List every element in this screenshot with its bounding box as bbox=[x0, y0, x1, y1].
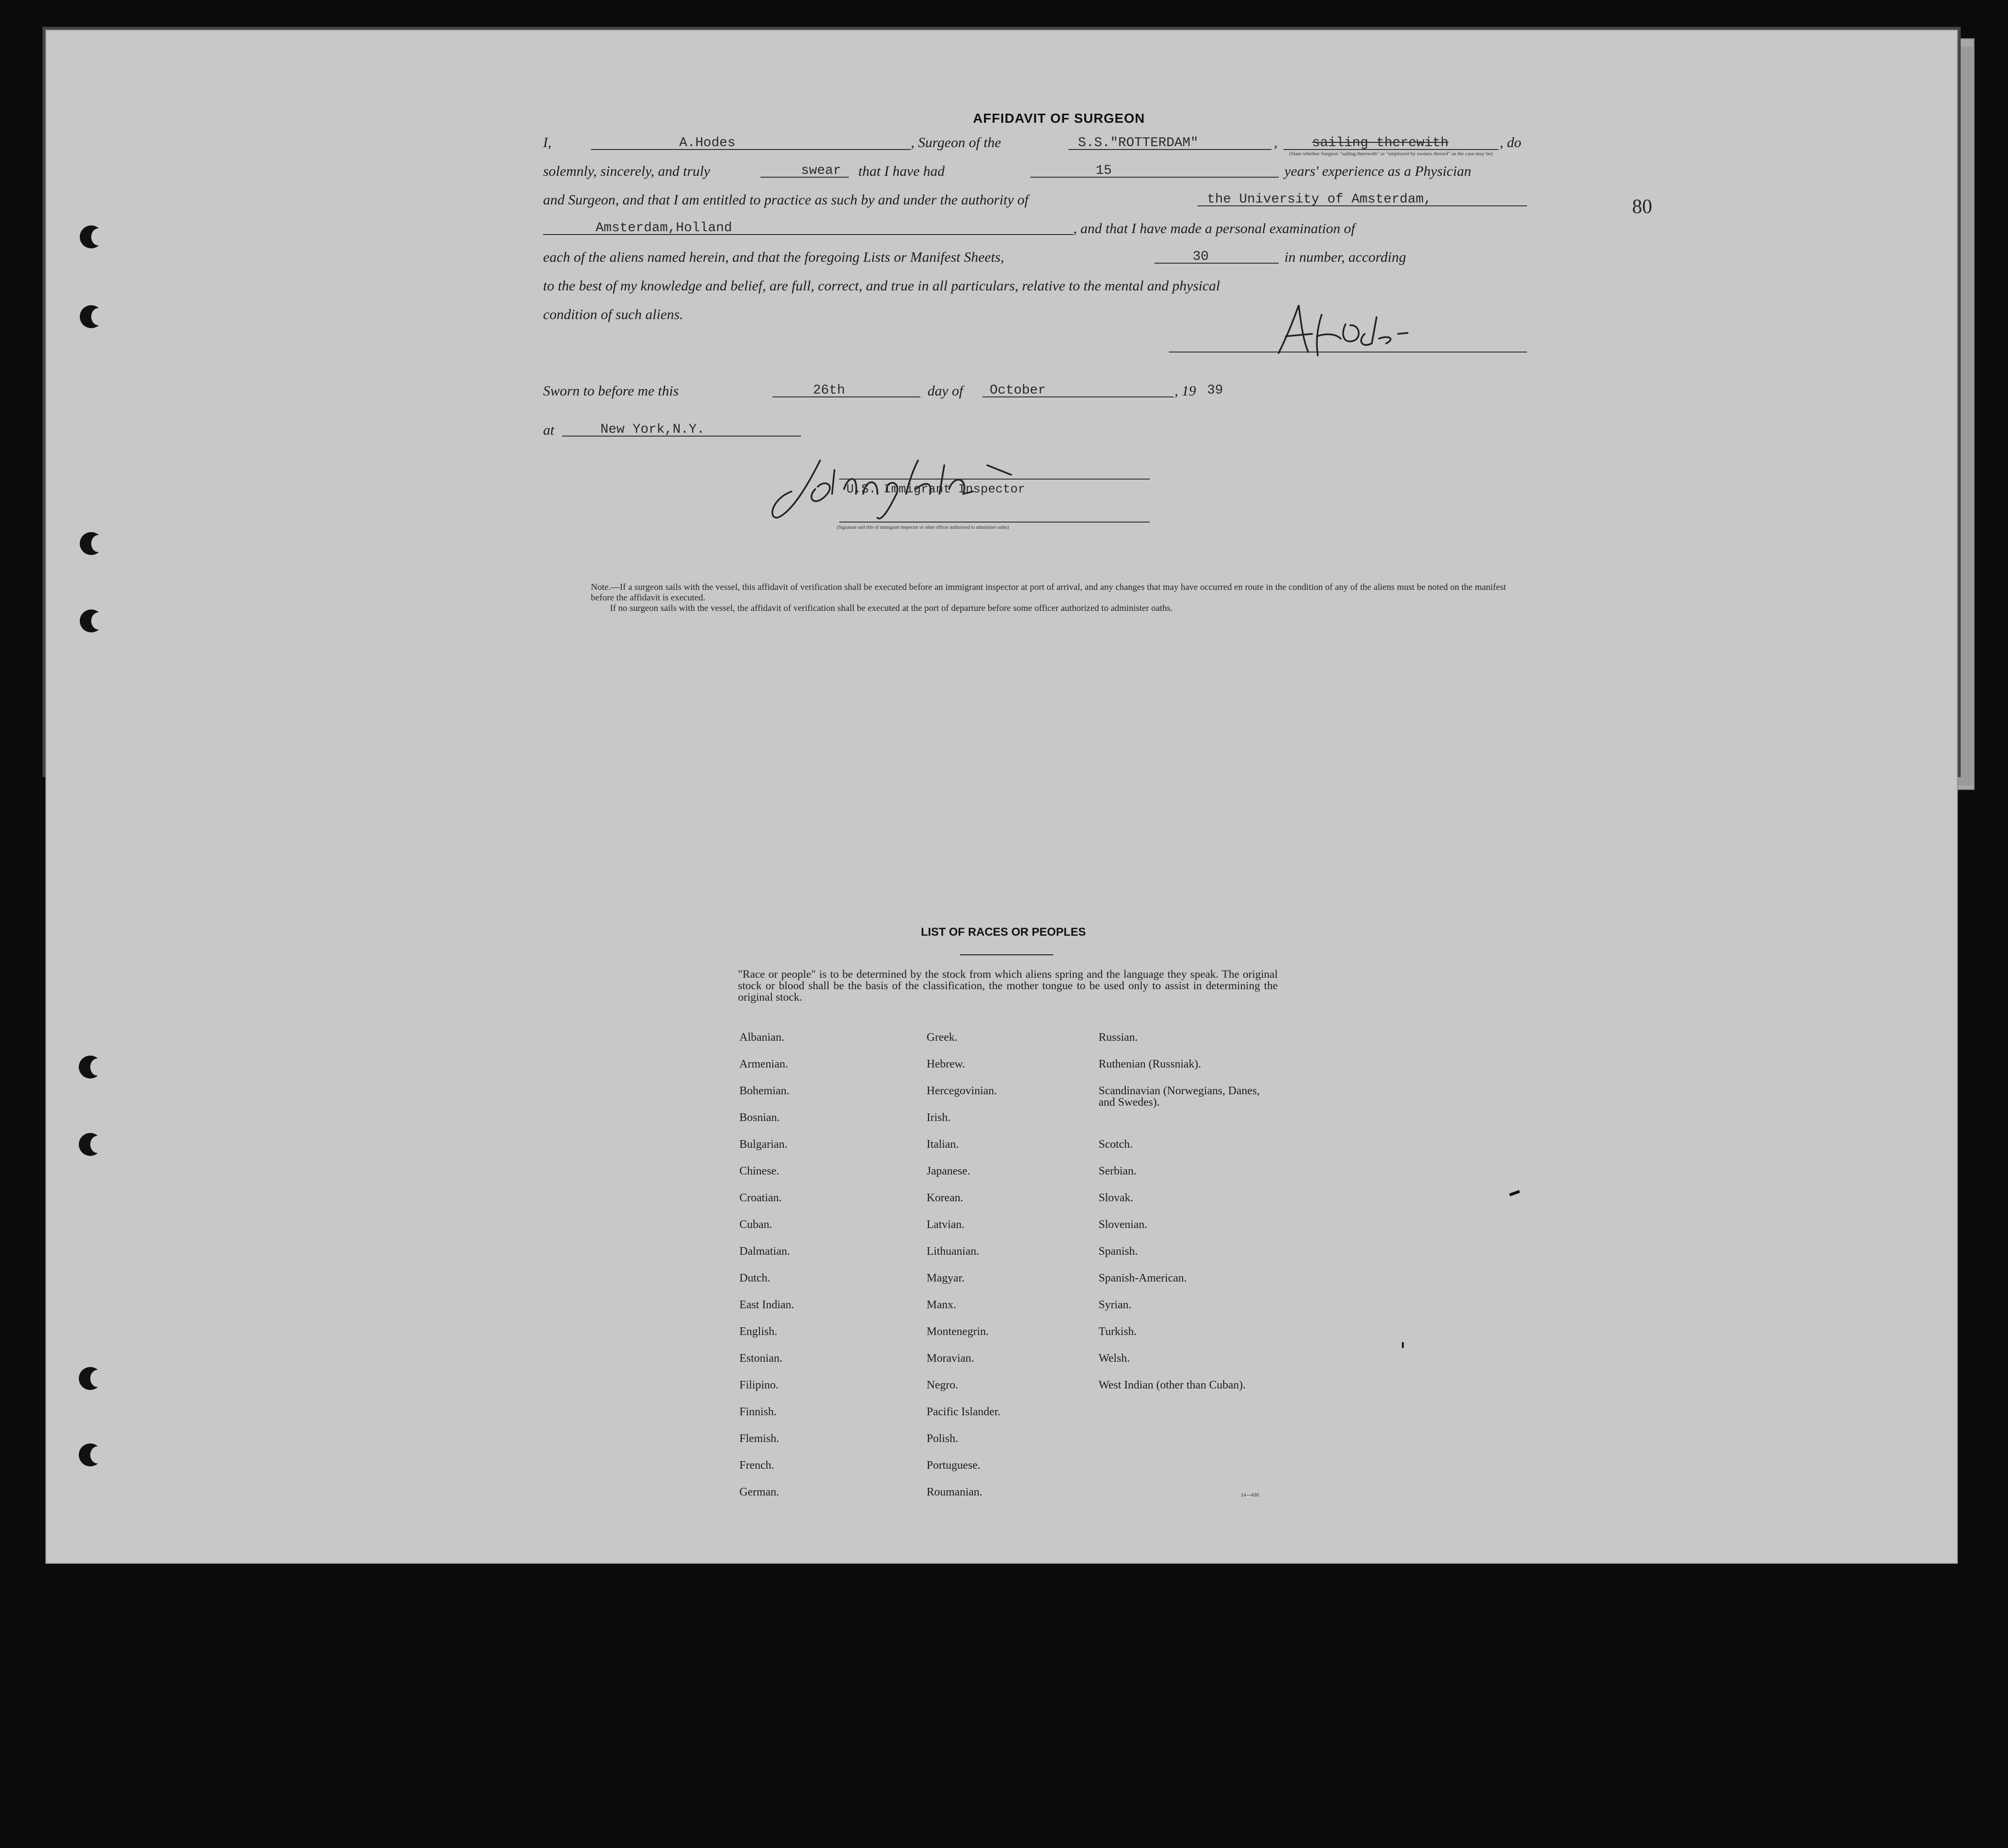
list-spacer bbox=[1099, 1460, 1271, 1486]
race-item: Latvian. bbox=[927, 1218, 965, 1231]
race-item: Lithuanian. bbox=[927, 1245, 979, 1258]
race-item: Roumanian. bbox=[927, 1486, 983, 1498]
affidavit-text: , do bbox=[1500, 135, 1521, 150]
race-item: Korean. bbox=[927, 1192, 963, 1204]
affidavit-text: , and that I have made a personal examination of bbox=[1073, 221, 1355, 236]
race-item: Magyar. bbox=[927, 1272, 965, 1284]
race-item: Estonian. bbox=[739, 1352, 782, 1365]
punch-hole bbox=[79, 1056, 102, 1079]
affidavit-text: solemnly, sincerely, and truly bbox=[543, 163, 710, 179]
punch-hole bbox=[80, 225, 103, 248]
document-page bbox=[45, 30, 1958, 774]
signature-line bbox=[839, 522, 1150, 523]
affidavit-text: condition of such aliens. bbox=[543, 307, 684, 322]
sailing-note: (State whether Surgeon "sailing therewith" or "employed by owners thereof" as the case may be) bbox=[1289, 151, 1493, 157]
race-item: Flemish. bbox=[739, 1432, 780, 1445]
race-item: Manx. bbox=[927, 1299, 956, 1311]
punch-hole bbox=[80, 305, 103, 328]
underline bbox=[1154, 263, 1279, 264]
signature-caption: (Signature and title of immigrant inspector or other officer authorized to administer oaths) bbox=[837, 525, 1009, 530]
affidavit-text: in number, according bbox=[1284, 249, 1406, 265]
race-item: Dalmatian. bbox=[739, 1245, 790, 1258]
punch-hole bbox=[80, 609, 103, 632]
race-item: Negro. bbox=[927, 1379, 958, 1391]
race-item: Polish. bbox=[927, 1432, 959, 1445]
race-item: Slovak. bbox=[1099, 1192, 1133, 1204]
race-item: Russian. bbox=[1099, 1031, 1138, 1044]
race-item: English. bbox=[739, 1325, 778, 1338]
affidavit-text: , bbox=[1274, 135, 1278, 150]
race-item: Moravian. bbox=[927, 1352, 974, 1365]
inspector-title: U.S. Immigrant Inspector bbox=[846, 482, 1025, 496]
race-item: Turkish. bbox=[1099, 1325, 1137, 1338]
note-paragraph: Note.—If a surgeon sails with the vessel, this affidavit of verification shall be executed before an immigrant inspector at port of arrival, and any changes that may have occurred en route in the condition of any of the aliens must be noted on the manifest before the affidavit is executed. bbox=[591, 582, 1506, 603]
races-column-3 bbox=[1099, 1032, 1271, 1513]
oath-word: swear bbox=[801, 163, 842, 178]
manifest-sheets-count: 30 bbox=[1193, 249, 1209, 264]
authority: the University of Amsterdam, bbox=[1207, 192, 1432, 207]
race-item: Filipino. bbox=[739, 1379, 779, 1391]
affidavit-title: AFFIDAVIT OF SURGEON bbox=[973, 111, 1145, 126]
document-page-lower bbox=[45, 772, 1958, 1564]
race-item: Cuban. bbox=[739, 1218, 772, 1231]
underline bbox=[839, 479, 1150, 480]
sworn-place: New York,N.Y. bbox=[600, 422, 705, 437]
races-title: LIST OF RACES OR PEOPLES bbox=[921, 926, 1086, 939]
races-column-1 bbox=[739, 1032, 794, 1513]
races-column-2 bbox=[927, 1032, 1001, 1513]
affidavit-text: I, bbox=[543, 135, 552, 150]
punch-hole bbox=[79, 1367, 102, 1390]
list-spacer bbox=[1099, 1433, 1271, 1460]
form-number: 14—430 bbox=[1241, 1493, 1259, 1498]
surgeon-name: A.Hodes bbox=[679, 136, 736, 150]
ink-speck bbox=[1402, 1342, 1404, 1348]
race-item: Bohemian. bbox=[739, 1085, 790, 1097]
race-item: Japanese. bbox=[927, 1165, 971, 1177]
affidavit-note bbox=[591, 582, 1527, 614]
race-item: West Indian (other than Cuban). bbox=[1099, 1379, 1246, 1391]
race-item: Scotch. bbox=[1099, 1138, 1133, 1151]
race-item: Welsh. bbox=[1099, 1352, 1130, 1365]
race-item: East Indian. bbox=[739, 1299, 794, 1311]
sworn-year: 39 bbox=[1207, 383, 1223, 398]
affidavit-text: each of the aliens named herein, and that the foregoing Lists or Manifest Sheets, bbox=[543, 249, 1004, 265]
list-spacer bbox=[1099, 1112, 1271, 1139]
race-item: Dutch. bbox=[739, 1272, 770, 1284]
underline bbox=[772, 396, 920, 397]
authority-continued: Amsterdam,Holland bbox=[596, 221, 732, 235]
sailing-status: sailing therewith bbox=[1312, 136, 1449, 150]
affidavit-text: , Surgeon of the bbox=[911, 135, 1001, 150]
race-item: Spanish. bbox=[1099, 1245, 1138, 1258]
race-item: Greek. bbox=[927, 1031, 958, 1044]
race-item: Spanish-American. bbox=[1099, 1272, 1187, 1284]
race-item: Croatian. bbox=[739, 1192, 782, 1204]
race-item: Syrian. bbox=[1099, 1299, 1132, 1311]
affidavit-text: and Surgeon, and that I am entitled to practice as such by and under the authority of bbox=[543, 192, 1029, 208]
sworn-month: October bbox=[990, 383, 1046, 398]
race-item: Montenegrin. bbox=[927, 1325, 989, 1338]
race-item: Bosnian. bbox=[739, 1111, 780, 1124]
race-item: Finnish. bbox=[739, 1406, 777, 1418]
affidavit-text: to the best of my knowledge and belief, are full, correct, and true in all particulars, relative to the mental and physical bbox=[543, 278, 1220, 294]
punch-hole bbox=[79, 1443, 102, 1466]
race-item: Chinese. bbox=[739, 1165, 780, 1177]
race-item: Scandinavian (Norwegians, Danes, and Swedes). bbox=[1099, 1085, 1260, 1109]
list-spacer bbox=[1099, 1486, 1271, 1513]
sworn-text: day of bbox=[928, 383, 963, 399]
race-item: Serbian. bbox=[1099, 1165, 1137, 1177]
race-item: Portuguese. bbox=[927, 1459, 981, 1472]
race-item: French. bbox=[739, 1459, 774, 1472]
race-item: Ruthenian (Russniak). bbox=[1099, 1058, 1201, 1070]
race-item: Italian. bbox=[927, 1138, 959, 1151]
years-experience: 15 bbox=[1096, 163, 1112, 178]
punch-hole bbox=[80, 532, 103, 555]
page-number: 80 bbox=[1632, 196, 1652, 218]
underline bbox=[1030, 177, 1279, 178]
race-item: Hercegovinian. bbox=[927, 1085, 997, 1097]
sworn-text: Sworn to before me this bbox=[543, 383, 679, 399]
punch-hole bbox=[79, 1133, 102, 1156]
title-rule bbox=[960, 954, 1053, 955]
surgeon-signature bbox=[1269, 296, 1412, 370]
ship-name: S.S."ROTTERDAM" bbox=[1078, 136, 1199, 150]
race-item: Albanian. bbox=[739, 1031, 784, 1044]
race-item: German. bbox=[739, 1486, 780, 1498]
sworn-text: , 19 bbox=[1175, 383, 1196, 399]
race-item: Pacific Islander. bbox=[927, 1406, 1001, 1418]
race-item: Armenian. bbox=[739, 1058, 788, 1070]
race-item: Bulgarian. bbox=[739, 1138, 788, 1151]
race-item: Slovenian. bbox=[1099, 1218, 1147, 1231]
race-item: Hebrew. bbox=[927, 1058, 965, 1070]
affidavit-text: that I have had bbox=[858, 163, 945, 179]
race-item: Irish. bbox=[927, 1111, 951, 1124]
underline bbox=[591, 149, 911, 150]
affidavit-text: years' experience as a Physician bbox=[1284, 163, 1472, 179]
races-intro: "Race or people" is to be determined by the stock from which aliens spring and the language they speak. The original stock or blood shall be the basis of the classification, the mother tongue to be used only to assist in determining the original stock. bbox=[738, 968, 1278, 1004]
place-label: at bbox=[543, 422, 555, 438]
note-paragraph: If no surgeon sails with the vessel, the affidavit of verification shall be executed at the port of departure before some officer authorized to administer oaths. bbox=[610, 603, 1173, 613]
list-spacer bbox=[1099, 1406, 1271, 1433]
sworn-day: 26th bbox=[813, 383, 845, 398]
